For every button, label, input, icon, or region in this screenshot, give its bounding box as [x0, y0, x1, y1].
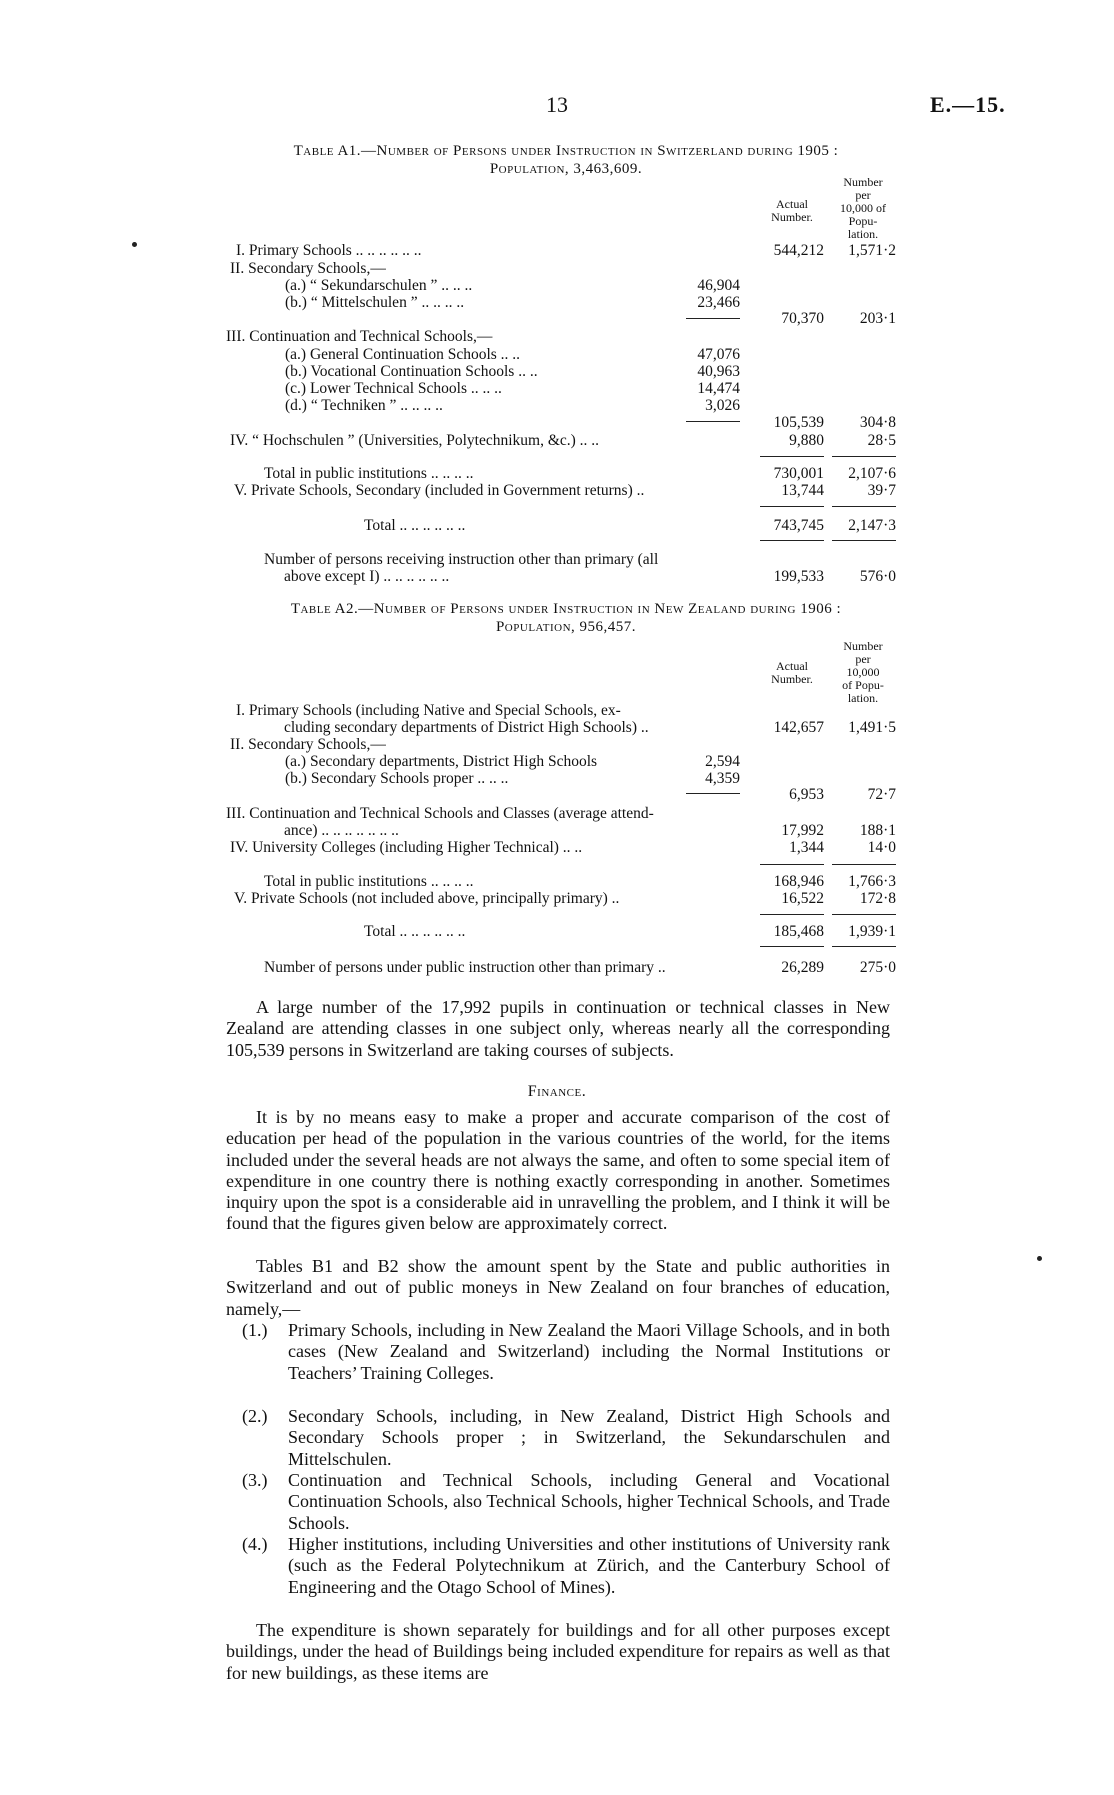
table-a2-cell: 4,359: [705, 770, 740, 787]
table-a1-row-label: (a.) General Continuation Schools .. ..: [285, 346, 521, 363]
table-a1-col-per-header: Number per 10,000 of Popu- lation.: [840, 175, 886, 241]
table-a1-row-label: III. Continuation and Technical Schools,—: [226, 328, 493, 345]
table-a1-row-label: (b.) Vocational Continuation Schools .. ..: [285, 363, 538, 380]
table-a1-row-label: Total in public institutions .. .. .. ..: [264, 465, 474, 482]
paragraph: It is by no means easy to make a proper and accurate comparison of the cost of education per head of the population in the various countries of the world, for the items included under the several heads are not always the same, and often to some special item of expenditure in one country there is nothing exactly corresponding in another. Sometimes inquiry upon the spot is a considerable aid in unravelling the problem, and I think it will be found that the figures given below are approximately correct.: [226, 1107, 890, 1234]
total-rule: [760, 914, 824, 915]
table-a1-subtitle: Population, 3,463,609.: [489, 161, 643, 177]
table-a1-row-label: I. Primary Schools .. .. .. .. .. ..: [236, 242, 422, 259]
table-a2-row-label: II. Secondary Schools,—: [230, 736, 386, 753]
total-rule: [832, 456, 896, 457]
table-a1-cell: 544,212: [773, 242, 824, 259]
table-a2-cell: 168,946: [773, 873, 824, 890]
table-a2-title: Table A2.—Number of Persons under Instruction in New Zealand during 1906 :: [290, 601, 842, 617]
table-a2-cell: 2,594: [705, 753, 740, 770]
table-a1-row-label: above except I) .. .. .. .. .. ..: [284, 568, 450, 585]
table-a1-title: Table A1.—Number of Persons under Instruction in Switzerland during 1905 :: [293, 143, 839, 159]
total-rule: [760, 506, 824, 507]
table-a2-subtitle: Population, 956,457.: [495, 619, 637, 635]
table-a2-cell: 16,522: [781, 890, 824, 907]
table-a1-cell: 1,571·2: [848, 242, 896, 259]
table-a1-cell: 9,880: [789, 432, 824, 449]
total-rule: [760, 864, 824, 865]
document-code: E.—15.: [930, 92, 1006, 117]
table-a1-row-label: Total .. .. .. .. .. ..: [364, 517, 466, 534]
table-a2-row-label: Number of persons under public instruction other than primary ..: [264, 959, 666, 976]
table-a2-cell: 1,344: [789, 839, 824, 856]
table-a1-cell: 2,107·6: [848, 465, 896, 482]
table-a2-row-label: Total in public institutions .. .. .. ..: [264, 873, 474, 890]
paragraph: A large number of the 17,992 pupils in continuation or technical classes in New Zealand are attending classes in one subject only, whereas nearly all the corresponding 105,539 persons in Switzerland are taking courses of subjects.: [226, 997, 890, 1060]
table-a1-cell: 199,533: [773, 568, 824, 585]
table-a2-cell: 275·0: [859, 959, 896, 976]
table-a1-cell: 730,001: [773, 465, 824, 482]
table-a2-cell: 14·0: [867, 839, 896, 856]
table-a2-cell: 142,657: [773, 719, 824, 736]
subtotal-rule: [686, 318, 740, 319]
table-a1-cell: 105,539: [773, 414, 824, 431]
table-a2-cell: 72·7: [867, 786, 896, 803]
list-item: (4.) Higher institutions, including Universities and other institutions of University rank (such as the Federal Polytechnikum at Zürich, and the Canterbury School of Engineering and the Otago School of Mines).: [242, 1534, 890, 1597]
table-a1-cell: 13,744: [781, 482, 824, 499]
table-a1-cell: 14,474: [697, 380, 740, 397]
table-a1-cell: 40,963: [697, 363, 740, 380]
table-a2-cell: 1,939·1: [848, 923, 896, 940]
table-a2-cell: 172·8: [859, 890, 896, 907]
table-a1-row-label: IV. “ Hochschulen ” (Universities, Polytechnikum, &c.) .. ..: [230, 432, 600, 449]
table-a1-cell: 28·5: [867, 432, 896, 449]
table-a2-cell: 1,491·5: [848, 719, 896, 736]
table-a1-cell: 39·7: [867, 482, 896, 499]
table-a2-row-label: cluding secondary departments of District High Schools) ..: [284, 719, 649, 736]
table-a2-row-label: (a.) Secondary departments, District High Schools: [285, 753, 598, 770]
list-item: (3.) Continuation and Technical Schools, including General and Vocational Continuation Schools, also Technical Schools, higher Technical Schools, and Trade Schools.: [242, 1470, 890, 1533]
list-item: (2.) Secondary Schools, including, in New Zealand, District High Schools and Secondary Schools proper ; in Switzerland, the Sekundarschulen and Mittelschulen.: [242, 1406, 890, 1469]
total-rule: [760, 540, 824, 541]
table-a2-row-label: I. Primary Schools (including Native and Special Schools, ex-: [236, 702, 621, 719]
subtotal-rule: [686, 793, 740, 794]
table-a1-row-label: II. Secondary Schools,—: [230, 260, 386, 277]
table-a2-row-label: V. Private Schools (not included above, principally primary) ..: [234, 890, 620, 907]
table-a2-col-per-header: Number per 10,000 of Popu- lation.: [842, 639, 884, 705]
list-item: (1.) Primary Schools, including in New Zealand the Maori Village Schools, and in both cases (New Zealand and Switzerland) including the Normal Institutions or Teachers’ Training Colleges.: [242, 1320, 890, 1383]
table-a1-cell: 2,147·3: [848, 517, 896, 534]
table-a1-row-label: (c.) Lower Technical Schools .. .. ..: [285, 380, 502, 397]
table-a1-row-label: (d.) “ Techniken ” .. .. .. ..: [285, 397, 443, 414]
total-rule: [832, 864, 896, 865]
subtotal-rule: [686, 421, 740, 422]
section-heading: Finance.: [527, 1083, 587, 1100]
table-a2-row-label: ance) .. .. .. .. .. .. ..: [284, 822, 399, 839]
table-a1-row-label: Number of persons receiving instruction other than primary (all: [264, 551, 659, 568]
margin-dot: [1037, 1256, 1042, 1261]
total-rule: [832, 540, 896, 541]
total-rule: [760, 456, 824, 457]
total-rule: [832, 946, 896, 947]
table-a2-row-label: (b.) Secondary Schools proper .. .. ..: [285, 770, 509, 787]
table-a2-cell: 188·1: [859, 822, 896, 839]
table-a1-row-label: V. Private Schools, Secondary (included in Government returns) ..: [234, 482, 645, 499]
total-rule: [832, 914, 896, 915]
table-a1-cell: 743,745: [773, 517, 824, 534]
margin-dot: [132, 242, 137, 247]
total-rule: [760, 946, 824, 947]
paragraph: Tables B1 and B2 show the amount spent by the State and public authorities in Switzerland and out of public moneys in New Zealand on four branches of education, namely,—: [226, 1256, 890, 1319]
table-a2-cell: 1,766·3: [848, 873, 896, 890]
table-a1-row-label: (b.) “ Mittelschulen ” .. .. .. ..: [285, 294, 465, 311]
paragraph: The expenditure is shown separately for buildings and for all other purposes except buildings, under the head of Buildings being included expenditure for repairs as well as that for new buildings, as these items are: [226, 1620, 890, 1683]
table-a2-cell: 26,289: [781, 959, 824, 976]
page-number: 13: [546, 92, 568, 117]
table-a2-cell: 6,953: [789, 786, 824, 803]
table-a2-cell: 17,992: [781, 822, 824, 839]
table-a2-row-label: Total .. .. .. .. .. ..: [364, 923, 466, 940]
table-a1-cell: 70,370: [781, 310, 824, 327]
table-a2-row-label: III. Continuation and Technical Schools and Classes (average attend-: [226, 805, 654, 822]
table-a1-cell: 3,026: [705, 397, 740, 414]
table-a1-cell: 576·0: [859, 568, 896, 585]
total-rule: [832, 506, 896, 507]
table-a1-col-actual-header: Actual Number.: [771, 197, 813, 224]
table-a1-cell: 46,904: [697, 277, 740, 294]
table-a2-cell: 185,468: [773, 923, 824, 940]
table-a2-col-actual-header: Actual Number.: [771, 659, 813, 686]
table-a1-row-label: (a.) “ Sekundarschulen ” .. .. ..: [285, 277, 473, 294]
table-a1-cell: 304·8: [859, 414, 896, 431]
table-a1-cell: 47,076: [697, 346, 740, 363]
table-a1-cell: 203·1: [859, 310, 896, 327]
table-a1-cell: 23,466: [697, 294, 740, 311]
table-a2-row-label: IV. University Colleges (including Higher Technical) .. ..: [230, 839, 583, 856]
